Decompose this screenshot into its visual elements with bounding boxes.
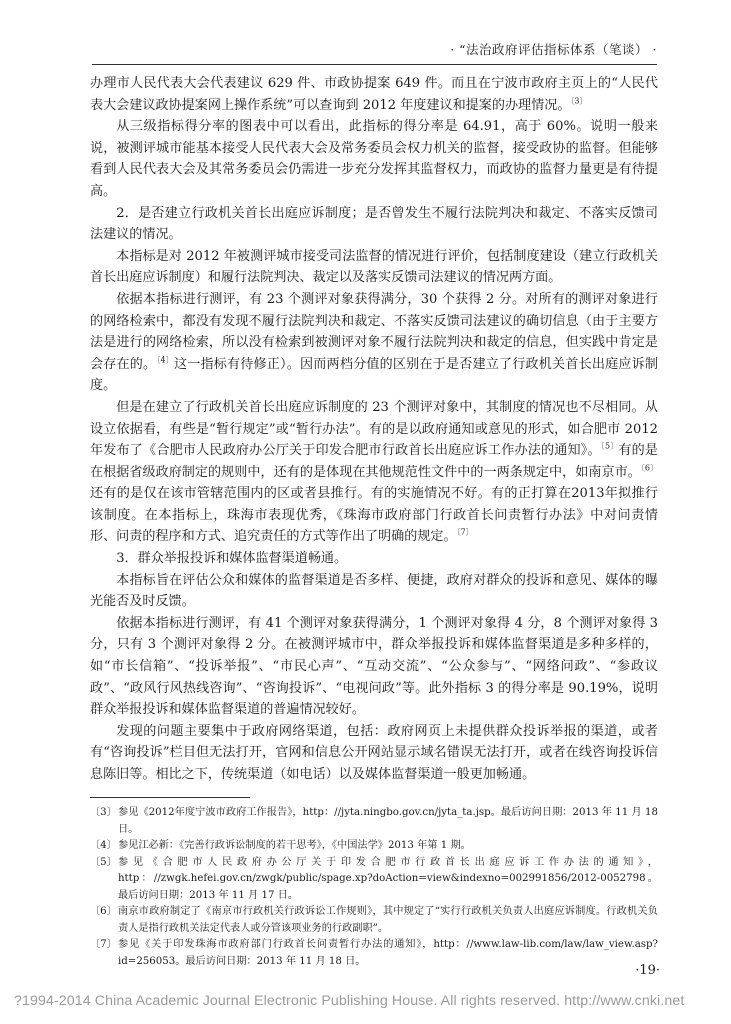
paragraph: 但是在建立了行政机关首长出庭应诉制度的 23 个测评对象中，其制度的情况也不尽相同。从设立依据看，有些是“暂行规定”或“暂行办法”。有的是以政府通知或意见的形式，如合肥市 2012 年发布了《合肥市人民政府办公厅关于印发合肥市行政首长出庭应诉工作办法的通知》。$^{〔5〕}$有的是在根据省级政府制定的规则中，还有的是体现在其他规范性文件中的一两条规定中，如南京市。$^{〔6〕}$还有的是仅在该市管辖范围内的区或者县推行。有的实施情况不好。有的正打算在2013年拟推行该制度。在本指标上，珠海市表现优秀，《珠海市政府部门行政首长问责暂行办法》中对问责情形、问责的程序和方式、追究责任的方式等作出了明确的规定。$^{〔7〕}$ — [90, 399, 659, 545]
paragraph: 从三级指标得分率的图表中可以看出，此指标的得分率是 64.91，高于 60%。说明一般来说，被测评城市能基本接受人民代表大会及常务委员会权力机关的监督，接受政协的监督。但能够看到人民代表大会及其常务委员会仍需进一步充分发挥其监督权力，而政协的监督力量更是有待提高。 — [90, 119, 658, 199]
paragraph: 办理市人民代表大会代表建议 629 件、市政协提案 649 件。而且在宁波市政府主页上的“人民代表大会建议政协提案网上操作系统”可以查询到 2012 年度建议和提案的办理情况。$^{〔3〕}$ — [90, 76, 658, 113]
footnote-ref: 〔3〕 — [570, 96, 588, 106]
footnote-number: 〔6〕 — [90, 906, 117, 917]
footnote — [90, 904, 658, 937]
footnote-text: 南京市政府制定了《南京市行政机关行政诉讼工作规则》，其中规定了“实行行政机关负责人出庭应诉制度。行政机关负责人是指行政机关法定代表人或分管该项业务的行政副职”。 — [118, 906, 658, 934]
footnote — [90, 805, 658, 838]
footnote-text: 参见《合肥市人民政府办公厅关于印发合肥市行政首长出庭应诉工作办法的通知》，http：//zwgk.hefei.gov.cn/zwgk/public/spage.xp?doAction=view&indexno=002991856/2012-0052798。最后访问日期：2013 年 11 月 17 日。 — [118, 856, 658, 901]
footnote-number: 〔4〕 — [90, 840, 117, 851]
paragraph: 依据本指标进行测评，有 41 个测评对象获得满分，1 个测评对象得 4 分，8 个测评对象得 3 分，只有 3 个测评对象得 2 分。在被测评城市中，群众举报投诉和媒体监督渠道是多种多样的，如“市长信箱”、“投诉举报”、“市民心声”、“互动交流”、“公众参与”、“网络问政”、“参政议政”、“政风行风热线咨询”、“咨询投诉”、“电视问政”等。此外指标 3 的得分率是 90.19%，说明群众举报投诉和媒体监督渠道的普遍情况较好。 — [90, 615, 658, 718]
paragraph: 发现的问题主要集中于政府网络渠道，包括：政府网页上未提供群众投诉举报的渠道，或者有“咨询投诉”栏目但无法打开，官网和信息公开网站显示域名错误无法打开，或者在线咨询投诉信息陈旧等。相比之下，传统渠道（如电话）以及媒体监督渠道一般更加畅通。 — [90, 723, 658, 782]
footnote — [90, 838, 658, 855]
footnote-ref: 〔6〕 — [640, 463, 659, 473]
footnote-number: 〔7〕 — [90, 939, 117, 950]
page-number: ·19· — [635, 963, 660, 978]
section-heading: 3．群众举报投诉和媒体监督渠道畅通。 — [116, 551, 348, 567]
footnote-ref: 〔7〕 — [456, 528, 474, 538]
body-text — [90, 73, 658, 786]
running-header — [92, 40, 657, 65]
footnote-number: 〔3〕 — [90, 807, 117, 818]
footnotes — [90, 805, 658, 970]
footnote — [90, 937, 658, 970]
footnote-divider — [90, 797, 250, 798]
footnote-ref: 〔4〕 — [156, 355, 174, 365]
footnote-ref: 〔5〕 — [600, 441, 619, 451]
footnote-number: 〔5〕 — [90, 856, 117, 868]
running-title: · “法治政府评估指标体系（笔谈） · — [450, 42, 657, 57]
copyright-watermark: ?1994-2014 China Academic Journal Electronic Publishing House. All rights reserved. http://www.cnki.net — [14, 993, 685, 1009]
paragraph: 依据本指标进行测评，有 23 个测评对象获得满分，30 个获得 2 分。对所有的测评对象进行的网络检索中，都没有发现不履行法院判决和裁定、不落实反馈司法建议的确切信息（由于主要方法是进行的网络检索，所以没有检索到被测评对象不履行法院判决和裁定的信息，但实践中肯定是会存在的。$^{〔4〕}$这一指标有待修正）。因而两档分值的区别在于是否建立了行政机关首长出庭应诉制度。 — [90, 291, 659, 394]
section-heading: 2．是否建立行政机关首长出庭应诉制度；是否曾发生不履行法院判决和裁定、不落实反馈司法建议的情况。 — [90, 205, 658, 243]
footnote — [90, 855, 658, 905]
footnote-text: 参见《关于印发珠海市政府部门行政首长问责暂行办法的通知》，http：//www.law-lib.com/law/law_view.asp?id=256053。最后访问日期：2013 年 11 月 18 日。 — [118, 939, 658, 967]
footnote-text: 参见《2012年度宁波市政府工作报告》，http：//jyta.ningbo.gov.cn/jyta_ta.jsp。最后访问日期：2013 年 11 月 18 日。 — [118, 807, 658, 835]
paragraph: 本指标是对 2012 年被测评城市接受司法监督的情况进行评价，包括制度建设（建立行政机关首长出庭应诉制度）和履行法院判决、裁定以及落实反馈司法建议的情况两方面。 — [90, 248, 658, 286]
footnote-text: 参见江必新：《完善行政诉讼制度的若干思考》，《中国法学》2013 年第 1 期。 — [118, 840, 471, 851]
paragraph: 本指标旨在评估公众和媒体的监督渠道是否多样、便捷，政府对群众的投诉和意见、媒体的曝光能否及时反馈。 — [90, 572, 658, 610]
